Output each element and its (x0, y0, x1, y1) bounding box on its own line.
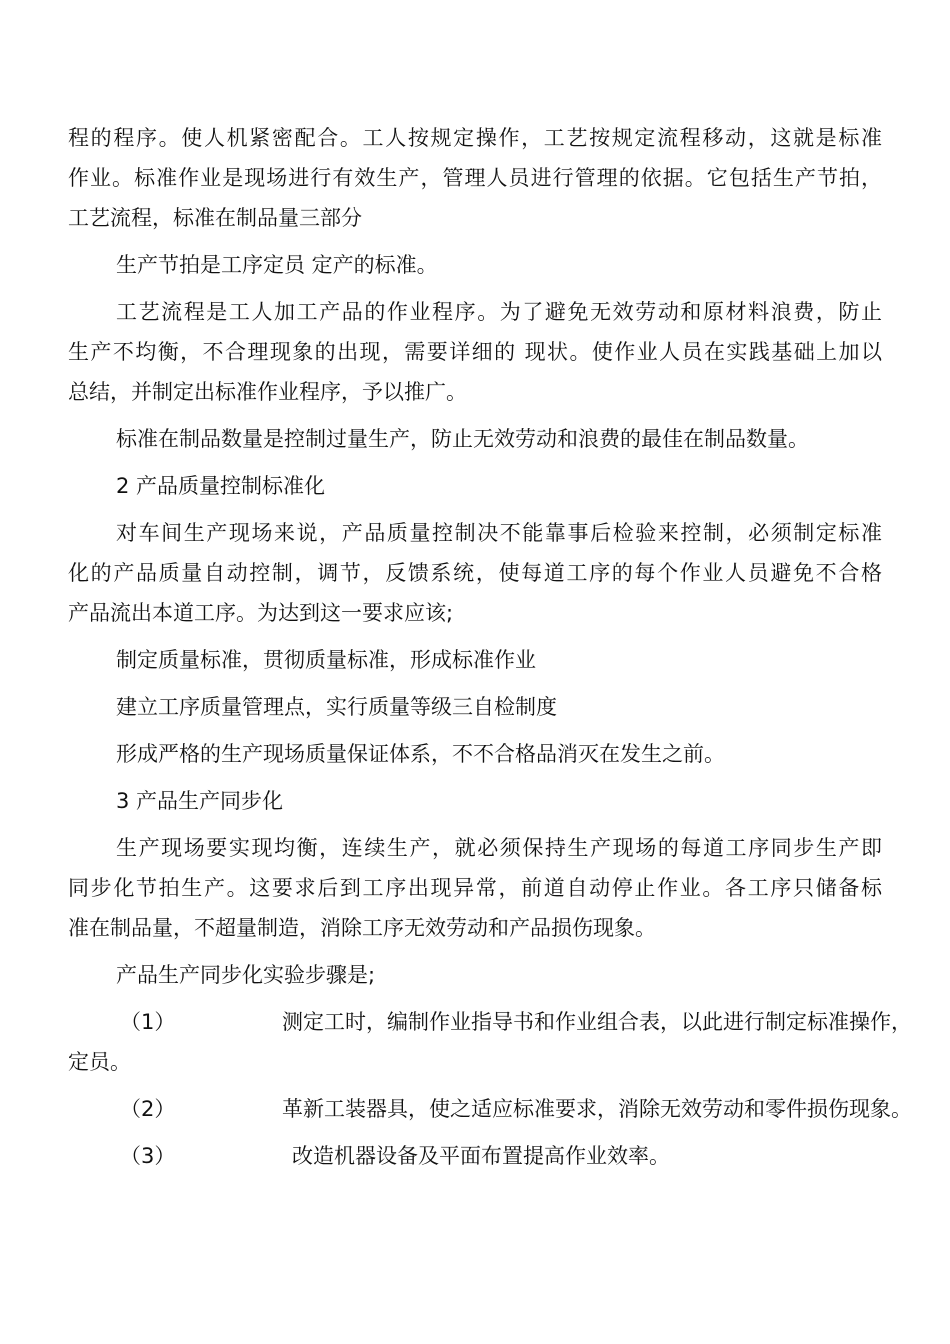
step-text: 革新工装器具，使之适应标准要求，消除无效劳动和零件损伤现象。 (282, 1097, 912, 1121)
step-number: （3） (120, 1144, 176, 1168)
text-line: 建立工序质量管理点，实行质量等级三自检制度 (116, 695, 557, 719)
section-heading-quality: 2 产品质量控制标准化 (116, 474, 326, 498)
text-line: 生产不均衡，不合理现象的出现，需要详细的 现状。使作业人员在实践基础上加以 (68, 340, 882, 364)
step-text-continued: 定员。 (68, 1050, 131, 1074)
section-heading-synchronization: 3 产品生产同步化 (116, 789, 284, 813)
list-item-step-3 (68, 1136, 882, 1176)
text-line: 总结，并制定出标准作业程序，予以推广。 (68, 380, 467, 404)
text-line: 形成严格的生产现场质量保证体系，不不合格品消灭在发生之前。 (116, 742, 725, 766)
list-item-step-1 (68, 1002, 912, 1082)
paragraph-synchronization (68, 828, 882, 948)
paragraph-wip-quantity (68, 419, 882, 459)
text-line: 对车间生产现场来说，产品质量控制决不能靠事后检验来控制，必须制定标准 (116, 521, 882, 545)
text-line: 生产节拍是工序定员 定产的标准。 (116, 253, 438, 277)
list-item-step-2 (68, 1089, 912, 1129)
paragraph-quality-control (68, 513, 882, 633)
document-page (68, 118, 912, 1183)
text-line: 化的产品质量自动控制，调节，反馈系统，使每道工序的每个作业人员避免不合格 (68, 561, 882, 585)
text-line: 工艺流程是工人加工产品的作业程序。为了避免无效劳动和原材料浪费，防止 (116, 300, 882, 324)
text-line: 作业。标准作业是现场进行有效生产，管理人员进行管理的依据。它包括生产节拍， (68, 166, 882, 190)
text-line: 准在制品量，不超量制造，消除工序无效劳动和产品损伤现象。 (68, 916, 656, 940)
paragraph-sync-steps-intro (68, 955, 882, 995)
text-line: 产品流出本道工序。为达到这一要求应该; (68, 601, 454, 625)
text-line: 程的程序。使人机紧密配合。工人按规定操作，工艺按规定流程移动，这就是标准 (68, 126, 882, 150)
paragraph-quality-standard (68, 640, 882, 680)
step-text: 改造机器设备及平面布置提高作业效率。 (292, 1144, 670, 1168)
paragraph-takt-time (68, 245, 882, 285)
text-line: 标准在制品数量是控制过量生产，防止无效劳动和浪费的最佳在制品数量。 (116, 427, 809, 451)
step-text: 测定工时，编制作业指导书和作业组合表，以此进行制定标准操作， (282, 1010, 912, 1034)
text-line: 产品生产同步化实验步骤是; (116, 963, 376, 987)
step-number: （1） (120, 1010, 176, 1034)
text-line: 工艺流程，标准在制品量三部分 (68, 206, 362, 230)
text-line: 生产现场要实现均衡，连续生产，就必须保持生产现场的每道工序同步生产即 (116, 836, 882, 860)
text-line: 制定质量标准，贯彻质量标准，形成标准作业 (116, 648, 536, 672)
text-line: 同步化节拍生产。这要求后到工序出现异常，前道自动停止作业。各工序只储备标 (68, 876, 882, 900)
paragraph-standard-work (68, 118, 882, 238)
paragraph-process-flow (68, 292, 882, 412)
step-number: （2） (120, 1097, 176, 1121)
paragraph-quality-system (68, 734, 882, 774)
paragraph-quality-points (68, 687, 882, 727)
